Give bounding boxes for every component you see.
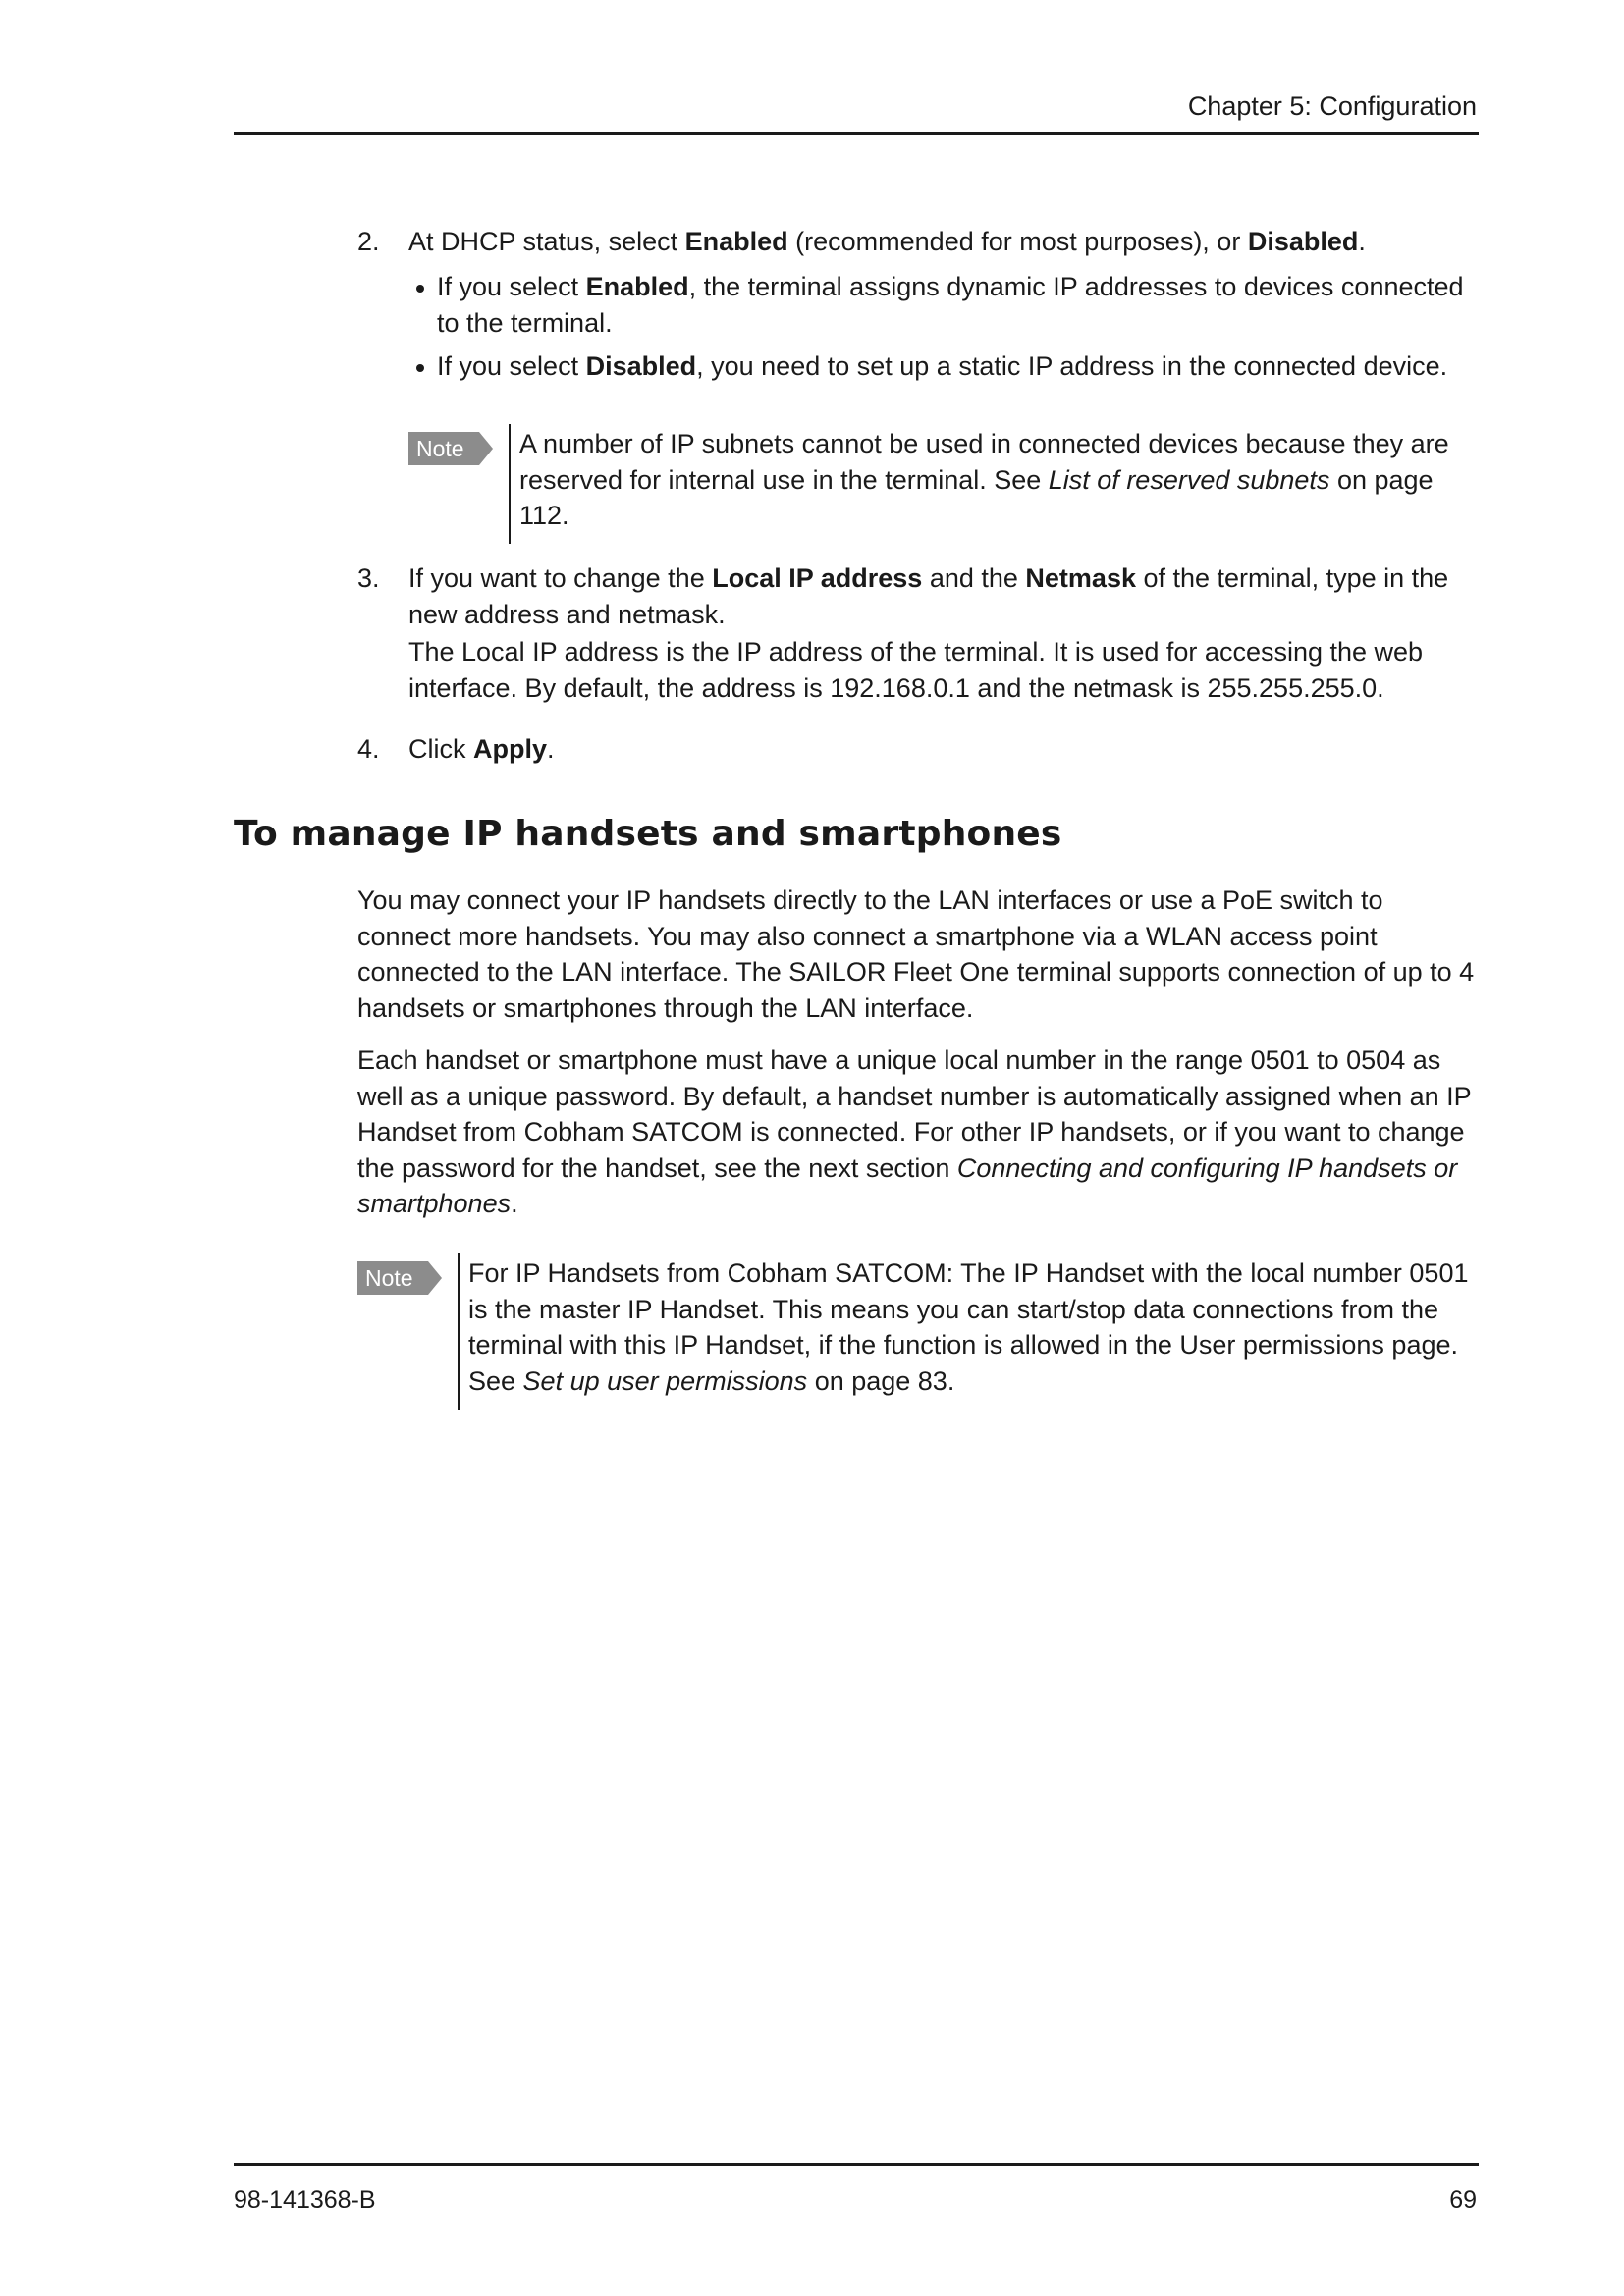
bullet-item: If you select Enabled, the terminal assigns dynamic IP addresses to devices connected to the terminal. <box>437 272 1464 338</box>
chapter-title: Chapter 5: Configuration <box>1187 91 1477 121</box>
note-divider <box>509 424 511 544</box>
page-footer <box>234 2163 1479 2214</box>
section-heading: To manage IP handsets and smartphones <box>234 814 1062 854</box>
step-number: 2. <box>357 227 380 256</box>
step-number: 4. <box>357 734 380 764</box>
paragraph: You may connect your IP handsets directly to the LAN interfaces or use a PoE switch to connect more handsets. You may also connect a smartphone via a WLAN access point connected to the LAN interface. The SAILOR Fleet One terminal supports connection of up to 4 handsets or smartphones through the LAN interface. <box>357 885 1475 1023</box>
note-label: Note <box>416 436 464 461</box>
step-4-text: Click Apply. <box>408 734 555 764</box>
bullet-icon <box>416 285 424 293</box>
note-divider <box>458 1253 460 1410</box>
page-header <box>234 86 1479 135</box>
bullet-icon <box>416 364 424 372</box>
note-text: For IP Handsets from Cobham SATCOM: The IP Handset with the local number 0501 is the master IP Handset. This means you can start/stop data connections from the terminal with this IP Handset, if the function is allowed in the User permissions page. See Set up user permissions on page 83. <box>468 1258 1469 1396</box>
bullet-item: If you select Disabled, you need to set up a static IP address in the connected device. <box>437 351 1448 381</box>
step-number: 3. <box>357 563 380 593</box>
note-text: A number of IP subnets cannot be used in connected devices because they are reserved for internal use in the terminal. See List of reserved subnets on page 112. <box>519 429 1449 530</box>
document-number: 98-141368-B <box>234 2186 376 2214</box>
note-badge <box>357 1261 442 1295</box>
note-label: Note <box>365 1265 413 1291</box>
step-3-detail: The Local IP address is the IP address of the terminal. It is used for accessing the web interface. By default, the address is 192.168.0.1 and the netmask is 255.255.255.0. <box>408 637 1424 703</box>
note-badge <box>408 432 493 465</box>
paragraph: Each handset or smartphone must have a unique local number in the range 0501 to 0504 as well as a unique password. By default, a handset number is automatically assigned when an IP Handset from Cobham SATCOM is connected. For other IP handsets, or if you want to change the password for the handset, see the next section Connecting and configuring IP handsets or smartphones. <box>357 1045 1472 1218</box>
step-3-text: If you want to change the Local IP address and the Netmask of the terminal, type in the new address and netmask. <box>408 563 1449 629</box>
step-2-text: At DHCP status, select Enabled (recommended for most purposes), or Disabled. <box>408 227 1366 256</box>
page-number: 69 <box>1449 2186 1477 2214</box>
